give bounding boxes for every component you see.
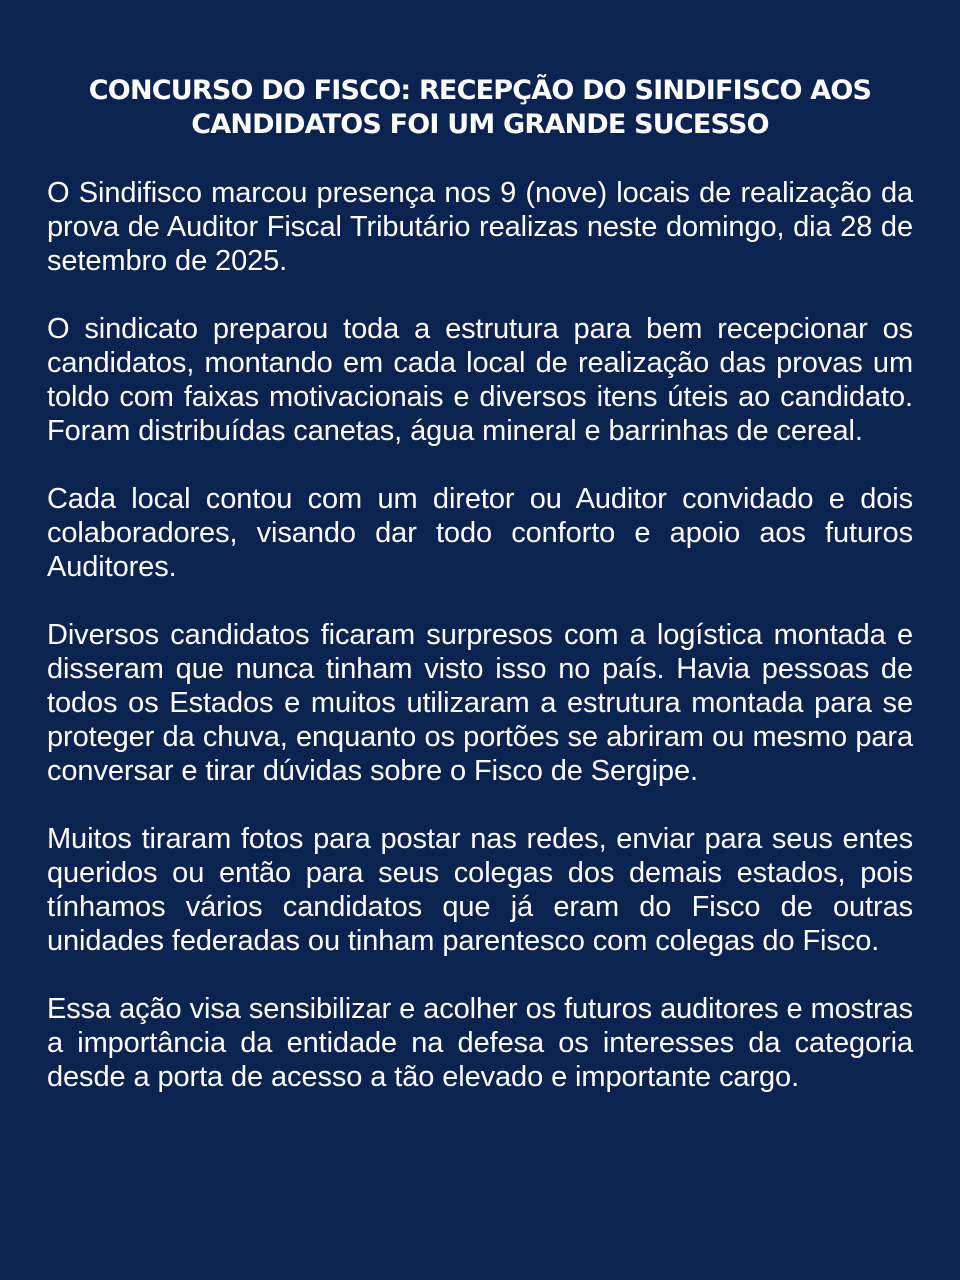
paragraph-staff: Cada local contou com um diretor ou Auditor convidado e dois colaboradores, visando dar todo conforto e apoio aos futuros Auditores. [47, 483, 913, 583]
headline-line-1: CONCURSO DO FISCO: RECEPÇÃO DO SINDIFISCO AOS [88, 75, 872, 106]
paragraph-structure: O sindicato preparou toda a estrutura para bem recepcionar os candidatos, montando em cada local de realização das provas um toldo com faixas motivacionais e diversos itens úteis ao candidato. Foram distribuídas canetas, água mineral e barrinhas de cereal. [47, 313, 913, 447]
paragraph-candidates: Diversos candidatos ficaram surpresos com a logística montada e disseram que nunca tinham visto isso no país. Havia pessoas de todos os Estados e muitos utilizaram a estrutura montada para se proteger da chuva, enquanto os portões se abriram ou mesmo para conversar e tirar dúvidas sobre o Fisco de Sergipe. [47, 619, 913, 787]
headline-line-2: CANDIDATOS FOI UM GRANDE SUCESSO [191, 109, 769, 140]
headline [47, 74, 913, 142]
paragraph-presence: O Sindifisco marcou presença nos 9 (nove) locais de realização da prova de Auditor Fiscal Tributário realizas neste domingo, dia 28 de setembro de 2025. [47, 177, 913, 277]
paragraph-purpose: Essa ação visa sensibilizar e acolher os futuros auditores e mostras a importância da entidade na defesa os interesses da categoria desde a porta de acesso a tão elevado e importante cargo. [47, 993, 913, 1093]
article-body [47, 176, 913, 1094]
paragraph-photos: Muitos tiraram fotos para postar nas redes, enviar para seus entes queridos ou então para seus colegas dos demais estados, pois tínhamos vários candidatos que já eram do Fisco de outras unidades federadas ou tinham parentesco com colegas do Fisco. [47, 823, 913, 957]
